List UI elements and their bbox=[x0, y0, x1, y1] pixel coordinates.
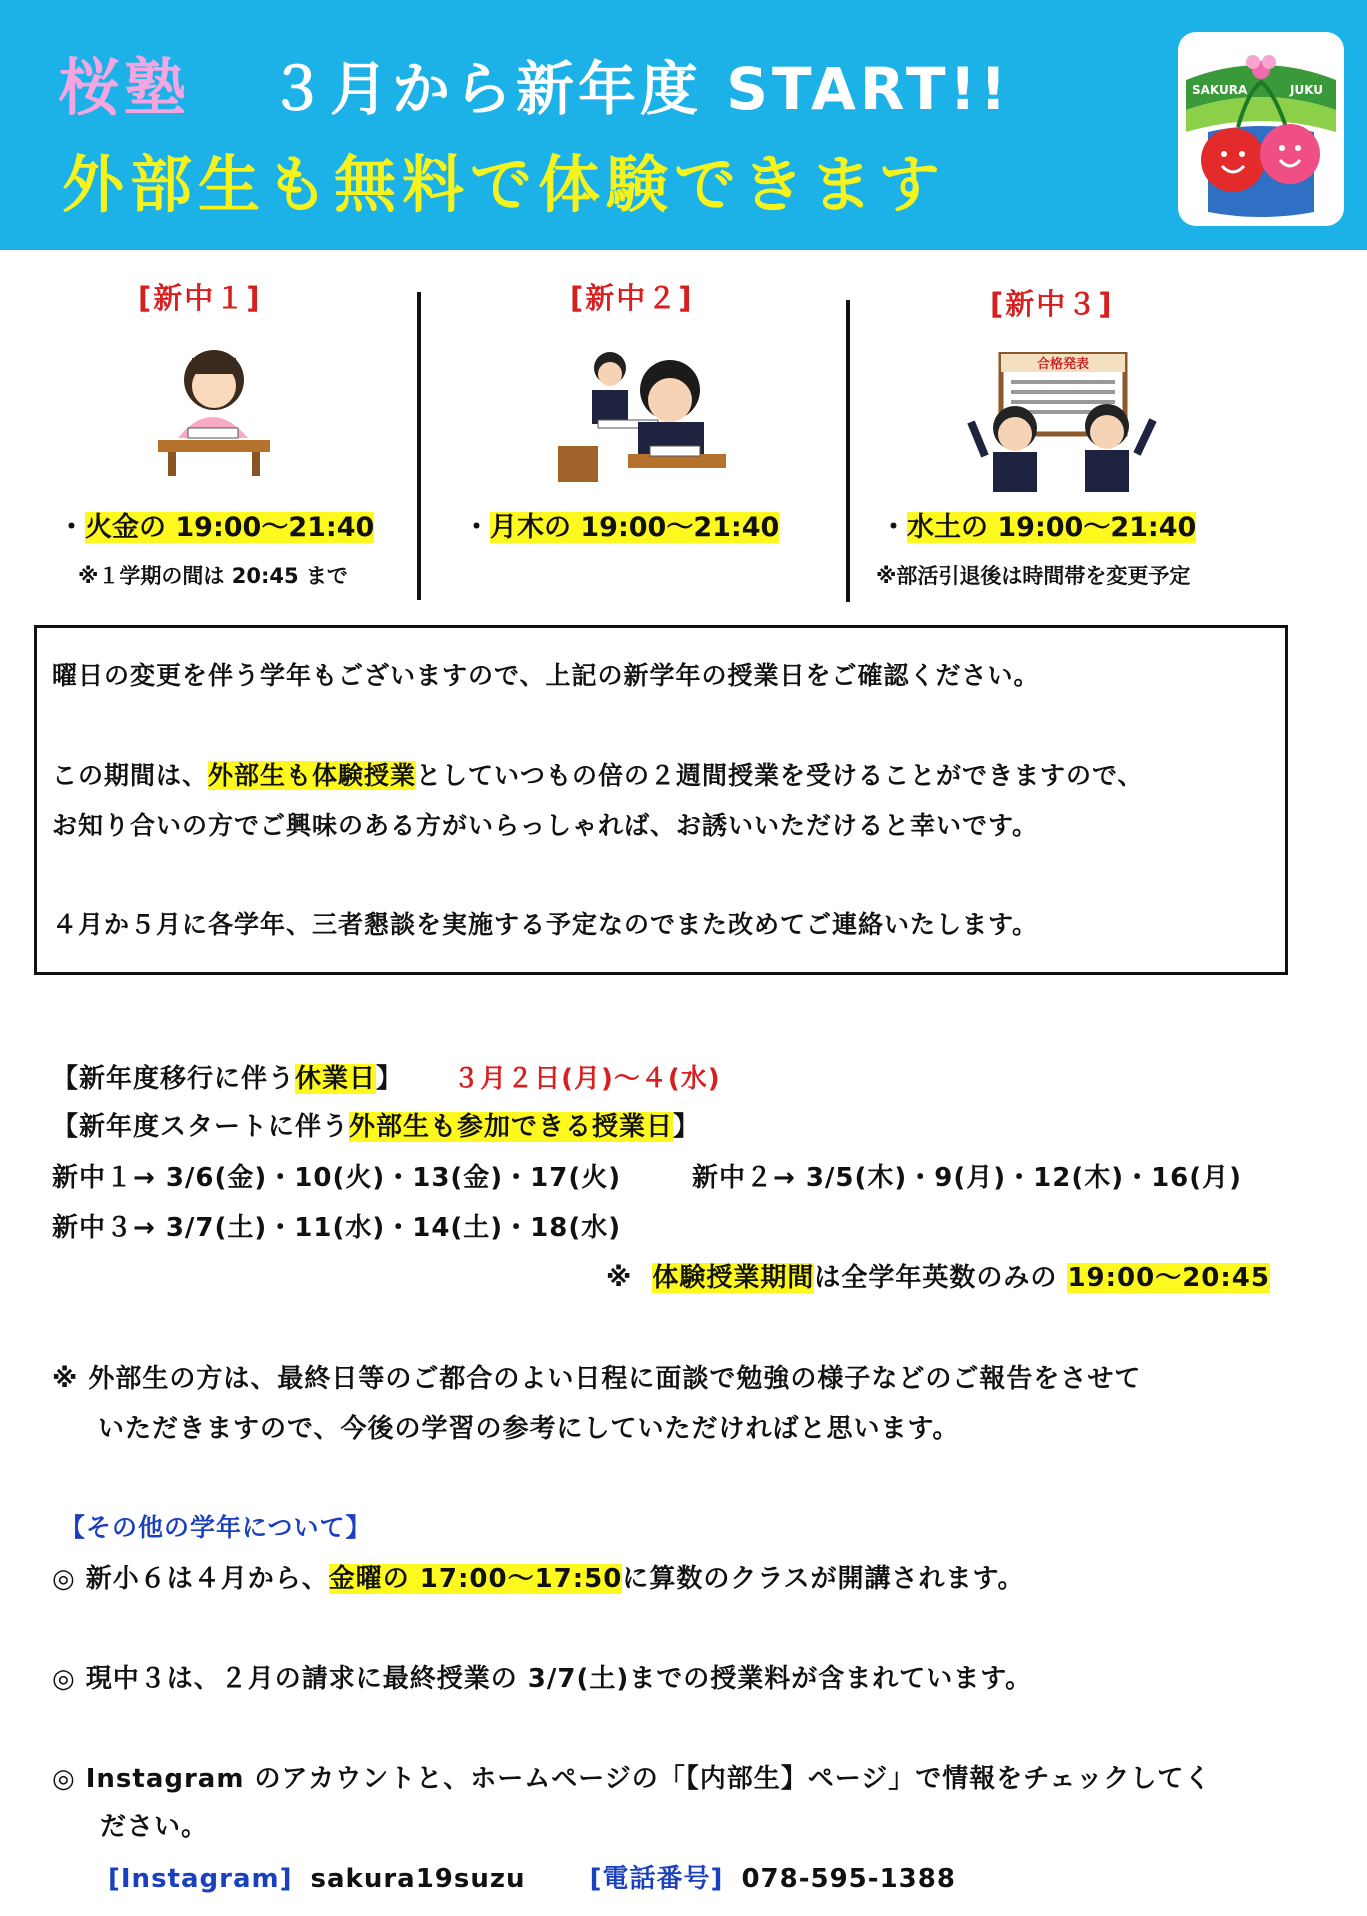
other-item-1-rest: に算数のクラスが開講されます。 bbox=[622, 1564, 1025, 1594]
cherry-logo-icon bbox=[1178, 32, 1344, 226]
grade2-bullet: ・ bbox=[463, 512, 490, 543]
trial-grade2: 新中２→ 3/5(木)・9(月)・12(木)・16(月) bbox=[692, 1163, 1243, 1193]
girl-studying-illustration bbox=[148, 328, 278, 478]
logo-text-left: SAKURA bbox=[1192, 83, 1248, 97]
info-line-4: ４月か５月に各学年、三者懇談を実施する予定なのでまた改めてご連絡いたします。 bbox=[52, 910, 1039, 939]
board-text: 合格発表 bbox=[1036, 357, 1090, 372]
trial-label-highlight: 外部生も参加できる授業日 bbox=[349, 1112, 674, 1142]
other-grades-heading: 【その他の学年について】 bbox=[60, 1513, 372, 1542]
trial-note-mark: ※ bbox=[606, 1263, 633, 1293]
phone-number[interactable]: 078-595-1388 bbox=[741, 1864, 956, 1894]
info-line-2-text: この期間は、 bbox=[52, 761, 209, 790]
info-line-2 bbox=[52, 756, 1144, 792]
external-note-line-2: いただきますので、今後の学習の参考にしていただければと思います。 bbox=[98, 1414, 960, 1444]
contact-row bbox=[108, 1858, 956, 1895]
trial-note-highlight-2: 19:00～20:45 bbox=[1067, 1263, 1270, 1293]
sakura-juku-logo bbox=[1178, 32, 1344, 226]
grade3-bullet: ・ bbox=[880, 512, 907, 543]
trial-note bbox=[606, 1257, 1270, 1294]
exam-results-illustration bbox=[965, 352, 1161, 492]
info-line-2-highlight: 外部生も体験授業 bbox=[208, 761, 417, 790]
other-item-1 bbox=[52, 1558, 1024, 1595]
column-divider bbox=[417, 292, 421, 600]
logo-text-right: JUKU bbox=[1290, 83, 1324, 97]
column-divider bbox=[846, 300, 850, 602]
trial-label-row bbox=[52, 1106, 700, 1143]
trial-note-text: は全学年英数のみの bbox=[814, 1263, 1058, 1293]
grade1-schedule: 火金の 19:00～21:40 bbox=[85, 512, 375, 543]
trial-label: 【新年度スタートに伴う bbox=[52, 1112, 350, 1142]
grade1-heading: [新中１] bbox=[138, 281, 262, 315]
headline: ３月から新年度 START!! bbox=[268, 55, 1011, 123]
boys-studying-illustration bbox=[558, 346, 726, 482]
external-note-line-1: ※ 外部生の方は、最終日等のご都合のよい日程に面談で勉強の様子などのご報告をさせて bbox=[52, 1364, 1142, 1394]
other-item-2: ◎ 現中３は、２月の請求に最終授業の 3/7(土)までの授業料が含まれています。 bbox=[52, 1664, 1033, 1694]
trial-note-highlight-1: 体験授業期間 bbox=[652, 1263, 815, 1293]
other-item-1-text: ◎ 新小６は４月から、 bbox=[52, 1564, 329, 1594]
trial-grade3: 新中３→ 3/7(土)・11(水)・14(土)・18(水) bbox=[52, 1213, 622, 1243]
closure-label-highlight: 休業日 bbox=[295, 1064, 377, 1094]
info-line-1: 曜日の変更を伴う学年もございますので、上記の新学年の授業日をご確認ください。 bbox=[52, 661, 1040, 690]
instagram-label: [Instagram] bbox=[108, 1864, 293, 1894]
grade3-schedule: 水土の 19:00～21:40 bbox=[907, 512, 1197, 543]
other-item-3-line-1: ◎ Instagram のアカウントと、ホームページの「【内部生】ページ」で情報をチェックしてく bbox=[52, 1764, 1212, 1794]
grade3-heading: [新中３] bbox=[990, 287, 1114, 321]
other-item-1-highlight: 金曜の 17:00～17:50 bbox=[328, 1564, 623, 1594]
phone-label: [電話番号] bbox=[589, 1864, 724, 1894]
closure-row bbox=[52, 1058, 721, 1095]
instagram-handle[interactable]: sakura19suzu bbox=[310, 1864, 526, 1894]
closure-label: 【新年度移行に伴う bbox=[52, 1064, 296, 1094]
info-line-3: お知り合いの方でご興味のある方がいらっしゃれば、お誘いいただけると幸いです。 bbox=[52, 811, 1039, 840]
grade2-schedule: 月木の 19:00～21:40 bbox=[490, 512, 780, 543]
info-line-2-rest: としていつもの倍の２週間授業を受けることができますので、 bbox=[416, 761, 1144, 790]
other-item-3-line-2: ださい。 bbox=[100, 1812, 209, 1842]
brand-name: 桜塾 bbox=[58, 51, 191, 124]
grade1-note: ※１学期の間は 20:45 まで bbox=[78, 564, 348, 588]
trial-label-end: 】 bbox=[673, 1112, 701, 1142]
closure-dates: ３月２日(月)～４(水) bbox=[453, 1064, 721, 1094]
grade1-bullet: ・ bbox=[58, 512, 85, 543]
closure-label-end: 】 bbox=[376, 1064, 404, 1094]
subheadline: 外部生も無料で体験できます bbox=[62, 148, 947, 221]
grade2-heading: [新中２] bbox=[570, 281, 694, 315]
grade3-note: ※部活引退後は時間帯を変更予定 bbox=[876, 564, 1191, 588]
trial-grade1: 新中１→ 3/6(金)・10(火)・13(金)・17(火) bbox=[52, 1163, 622, 1193]
